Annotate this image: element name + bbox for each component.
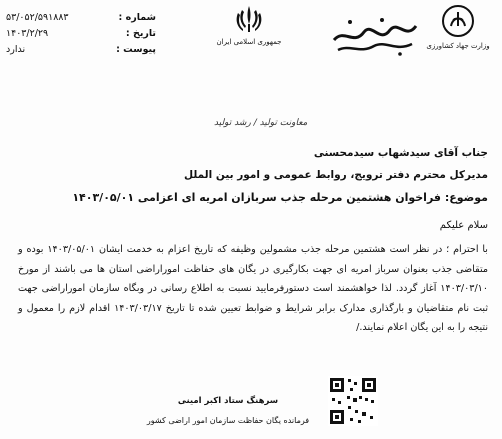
- org-logo-calligraphy: [330, 10, 420, 58]
- signature-block: [128, 396, 328, 425]
- meta-attachment: [6, 42, 156, 58]
- iran-emblem: [214, 4, 284, 47]
- jihad-caption: وزارت جهاد کشاورزی: [426, 42, 490, 50]
- republic-caption: جمهوری اسلامی ایران: [216, 38, 282, 46]
- meta-number: [6, 10, 156, 26]
- recipient-name: جناب آقای سیدشهاب سیدمحسنی: [313, 147, 488, 159]
- subject-label: موضوع:: [444, 191, 488, 204]
- letter-body: با احترام ؛ در نظر است هشتمین مرحله جذب مشمولین وظیفه که تاریخ اعزام به خدمت ایشان ۱۴۰۳/۰۵/۰۱ بوده و متقاضی جذب بعنوان سرباز امریه ای جهت بکارگیری در یگان های حفاظت اموراراضی استان ها می باشند از مورخ ۱۴۰۳/۰۳/۱۰ آغاز گردد. لذا خواهشمند است دستورفرمایید نسبت به اطلاع رسانی در وبگاه سازمان اموراراضی جهت ثبت نام متقاضیان و بارگذاری مدارک برابر شرایط و ضوابط تعیین شده تا تاریخ ۱۴۰۳/۰۳/۱۷ اقدام لازم را معمول و نتیجه را به این یگان اعلام نمایند./: [18, 244, 488, 333]
- signature-title: فرمانده یگان حفاظت سازمان امور اراضی کشور: [146, 416, 310, 425]
- org-logo: [330, 10, 420, 58]
- greeting: سلام علیکم: [439, 220, 488, 231]
- meta-date-label: تاریخ :: [125, 28, 156, 39]
- iran-emblem-icon: [233, 4, 265, 34]
- jihad-logo-icon: [441, 4, 475, 38]
- letter-meta: [6, 10, 156, 58]
- handwritten-note: معاونت تولید / رشد تولید: [214, 118, 308, 128]
- qr-code: [328, 376, 378, 426]
- meta-attachment-value: ندارد: [6, 44, 26, 55]
- meta-number-value: ۵۳/۰۵۲/۵۹۱۸۸۳: [6, 12, 69, 23]
- subject-text: فراخوان هشتمین مرحله جذب سربازان امریه ای اعزامی ۱۴۰۳/۰۵/۰۱: [72, 191, 441, 204]
- recipient-title: مدیرکل محترم دفتر ترویج، روابط عمومی و امور بین الملل: [183, 169, 488, 181]
- subject-line: [72, 191, 488, 204]
- qr-code-icon: [328, 376, 378, 426]
- meta-date-value: ۱۴۰۳/۲/۲۹: [6, 28, 49, 39]
- signature-name: سرهنگ ستاد اکبر امینی: [177, 396, 279, 406]
- jihad-emblem: [420, 4, 496, 51]
- meta-attachment-label: پیوست :: [116, 44, 156, 55]
- meta-date: [6, 26, 156, 42]
- meta-number-label: شماره :: [118, 12, 156, 23]
